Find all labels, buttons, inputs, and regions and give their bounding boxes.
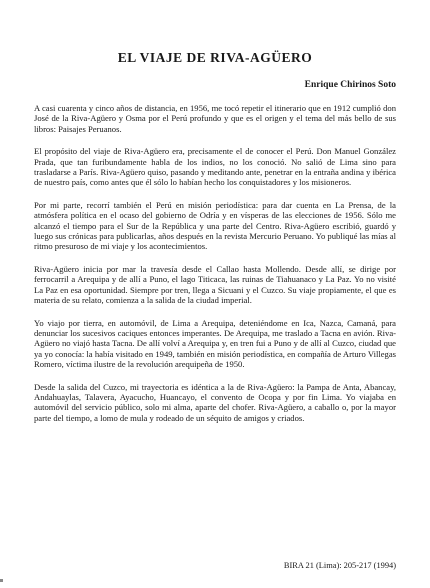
paragraph-2: El propósito del viaje de Riva-Agüero era, precisamente el de conocer el Perú. Don Manuel González Prada, que tan furibundamente habla de los indios, no los conoció. No salió de Lima sino para trasladarse a París. Riva-Agüero quiso, pasando y meditando ante, penetrar en la entraña andina y ibérica de nuestro país, como antes que él sólo lo habían hecho los conquistadores y los misioneros. (34, 146, 396, 188)
author-name: Enrique Chirinos Soto (304, 80, 396, 90)
page-edge-mark (0, 579, 3, 582)
article-title: EL VIAJE DE RIVA-AGÜERO (117, 50, 313, 65)
paragraph-4: Riva-Agüero inicia por mar la travesía desde el Callao hasta Mollendo. Desde allí, se dirige por ferrocarril a Arequipa y de allí a Puno, el lago Titicaca, las ruinas de Tiahuanaco y La Paz. Yo no visité La Paz en esa oportunidad. Siempre por tren, llega a Sicuani y el Cuzco. Su viaje propiamente, el que es materia de su relato, comienza a la salida de la ciudad imperial. (34, 263, 396, 306)
paragraph-6: Desde la salida del Cuzco, mi trayectoria es idéntica a la de Riva-Agüero: la Pampa de Anta, Abancay, Andahuaylas, Talavera, Ayacucho, Huancayo, el convento de Ocopa y por fin Lima. Yo viajaba en automóvil del servicio público, solo mi alma, aparte del chofer. Riva-Agüero, a caballo o, por la mayor parte del tiempo, a lomo de mula y rodeado de un séquito de amigos y criados. (34, 381, 396, 423)
paragraph-3: Por mi parte, recorrí también el Perú en misión periodística: para dar cuenta en La Prensa, de la atmósfera política en el ocaso del gobierno de Odría y en vísperas de las elecciones de 1956. Sólo me alcanzó el tiempo para el Sur de la República y una parte del Centro. Riva-Agüero escribió, guardó y luego sus crónicas para publicarlas, años después en la revista Mercurio Peruano. Yo publiqué las mías al ritmo presuroso de mi viaje y los acontecimientos. (34, 199, 396, 252)
citation-footer: BIRA 21 (Lima): 205-217 (1994) (283, 561, 396, 570)
paragraph-5: Yo viajo por tierra, en automóvil, de Lima a Arequipa, deteniéndome en Ica, Nazca, Camaná, para denunciar los sucesivos caciques entonces imperantes. De Arequipa, me traslado a Tacna en avión. Riva-Agüero no viajó hasta Tacna. De allí volví a Arequipa y, en tren fui a Puno y de allí al Cuzco, ciudad que ya yo conocía: la había visitado en 1949, también en misión periodística, en compañía de Arturo Villegas Romero, víctima ilustre de la revolución arequipeña de 1950. (34, 317, 396, 370)
article-body (34, 103, 396, 435)
paragraph-1: A casi cuarenta y cinco años de distancia, en 1956, me tocó repetir el itinerario que en 1912 cumplió don José de la Riva-Agüero y Osma por el Perú profundo y que es el origen y el tema del más bello de sus libros: Paisajes Peruanos. (34, 103, 396, 134)
